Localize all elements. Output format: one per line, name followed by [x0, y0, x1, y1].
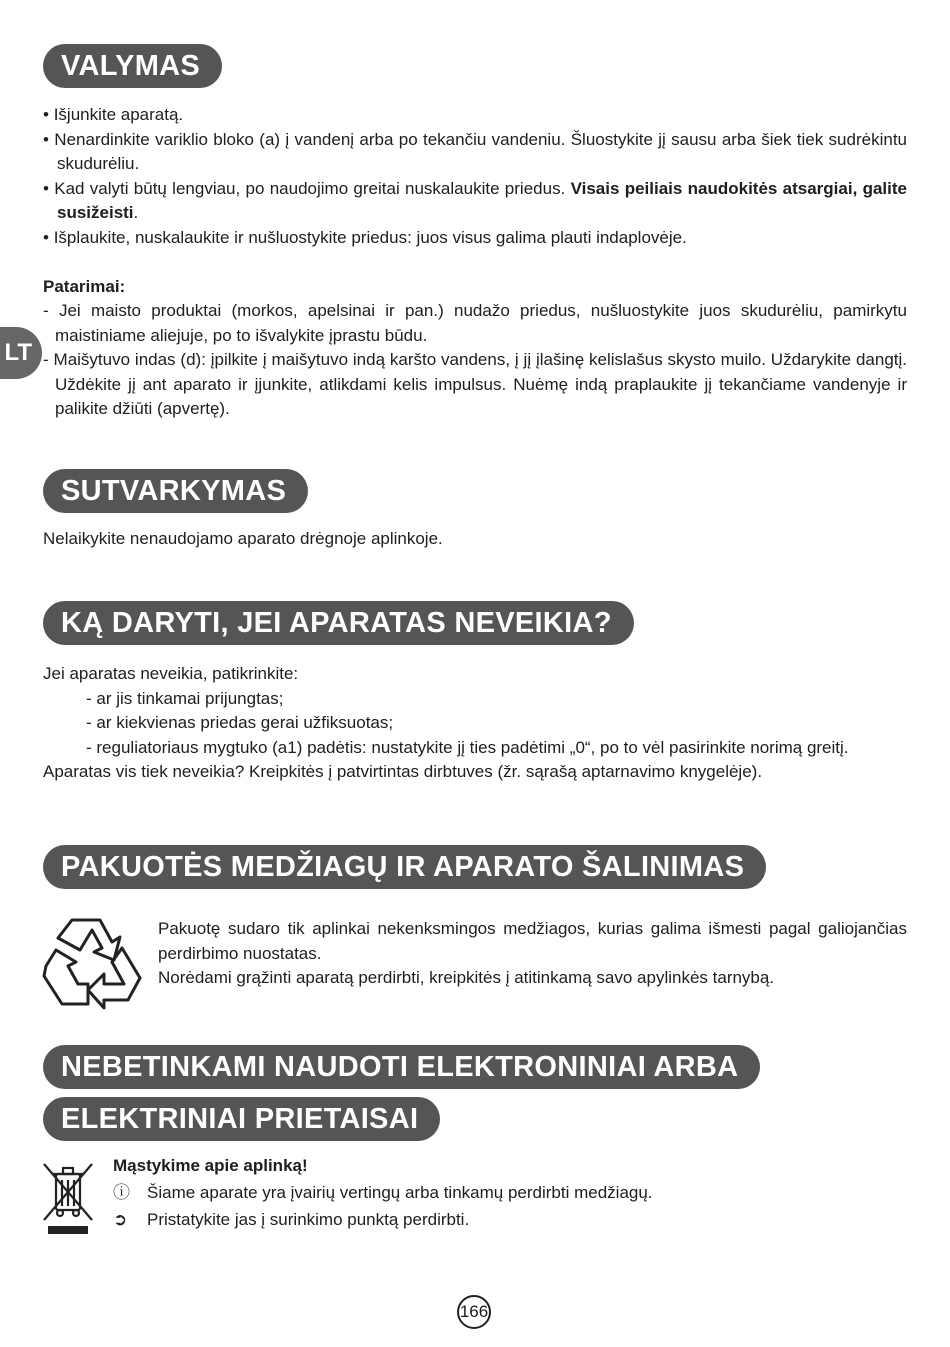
info-line: ⓘ Šiame aparate yra įvairių vertingų arba tinkamų perdirbti medžiagų. — [113, 1181, 907, 1206]
bullet-item: • Išjunkite aparatą. — [43, 105, 184, 124]
storage-text: Nelaikykite nenaudojamo aparato drėgnoje aplinkoje. — [43, 529, 443, 548]
disposal-paragraph: Pakuotę sudaro tik aplinkai nekenksmingos medžiagos, kurias galima išmesti pagal galiojančias perdirbimo nuostatas. — [158, 919, 907, 963]
section-title-valymas: VALYMAS — [43, 44, 222, 88]
check-item: - reguliatoriaus mygtuko (a1) padėtis: nustatykite jį ties padėtimi „0“, po to vėl pasirinkite norimą greitį. — [86, 737, 849, 757]
recycling-icon — [42, 912, 144, 1012]
bullet-item: • Išplaukite, nuskalaukite ir nušluostykite priedus: juos visus galima plauti indaplovėje. — [43, 227, 687, 247]
check-item: - ar jis tinkamai prijungtas; — [86, 688, 284, 708]
arrow-icon: ➲ — [113, 1210, 128, 1229]
disposal-paragraph: Norėdami grąžinti aparatą perdirbti, kreipkitės į atitinkamą savo apylinkės tarnybą. — [158, 968, 775, 987]
tips-heading: Patarimai: — [43, 277, 126, 296]
cleaning-bullets — [43, 103, 907, 250]
tip-item: - Jei maisto produktai (morkos, apelsinai ir pan.) nudažo priedus, nušluostykite juos skudurėliu, pamirkytu maistiniame aliejuje, po to išvalykite įprastu būdu. — [43, 301, 907, 345]
section-title-weee-line1: NEBETINKAMI NAUDOTI ELEKTRONINIAI ARBA — [43, 1045, 760, 1089]
environment-heading: Mąstykime apie aplinką! — [113, 1156, 308, 1175]
check-item: - ar kiekvienas priedas gerai užfiksuotas; — [86, 713, 394, 732]
warning-text: Visais peiliais naudokitės atsargiai, galite susižeisti — [57, 178, 907, 222]
section-title-disposal: PAKUOTĖS MEDŽIAGŲ IR APARATO ŠALINIMAS — [43, 845, 766, 889]
section-title-sutvarkymas: SUTVARKYMAS — [43, 469, 308, 513]
troubleshooting-outro: Aparatas vis tiek neveikia? Kreipkitės į patvirtintas dirbtuves (žr. sąrašą aptarnavimo knygelėje). — [43, 762, 763, 781]
tips-list — [43, 299, 907, 422]
language-tab: LT — [0, 327, 42, 379]
tip-item: - Maišytuvo indas (d): įpilkite į maišytuvo indą karšto vandens, į jį įlašinę kelislašus skysto muilo. Uždarykite dangtį. Uždėkite jį ant aparato ir įjunkite, atlikdami kelis impulsus. Nuėmę indą praplaukite jį tekančiame vandenyje ir palikite džiūti (apvertę). — [43, 350, 908, 418]
page-number: 166 — [457, 1295, 491, 1329]
info-icon: ⓘ — [113, 1183, 130, 1202]
bullet-item: • Kad valyti būtų lengviau, po naudojimo greitai nuskalaukite priedus. Visais peiliais naudokitės atsargiai, galite susižeisti. — [43, 178, 907, 222]
section-title-troubleshooting: KĄ DARYTI, JEI APARATAS NEVEIKIA? — [43, 601, 634, 645]
bullet-item: • Nenardinkite variklio bloko (a) į vandenį arba po tekančiu vandeniu. Šluostykite jį sausu arba šiek tiek sudrėkintu skudurėliu. — [43, 129, 907, 173]
troubleshooting-intro: Jei aparatas neveikia, patikrinkite: — [43, 664, 299, 683]
disposal-body — [158, 917, 907, 991]
action-line: ➲ Pristatykite jas į surinkimo punktą perdirbti. — [113, 1208, 907, 1233]
crossed-bin-icon — [42, 1162, 94, 1236]
section-title-weee-line2: ELEKTRINIAI PRIETAISAI — [43, 1097, 440, 1141]
troubleshooting-body — [43, 662, 907, 785]
